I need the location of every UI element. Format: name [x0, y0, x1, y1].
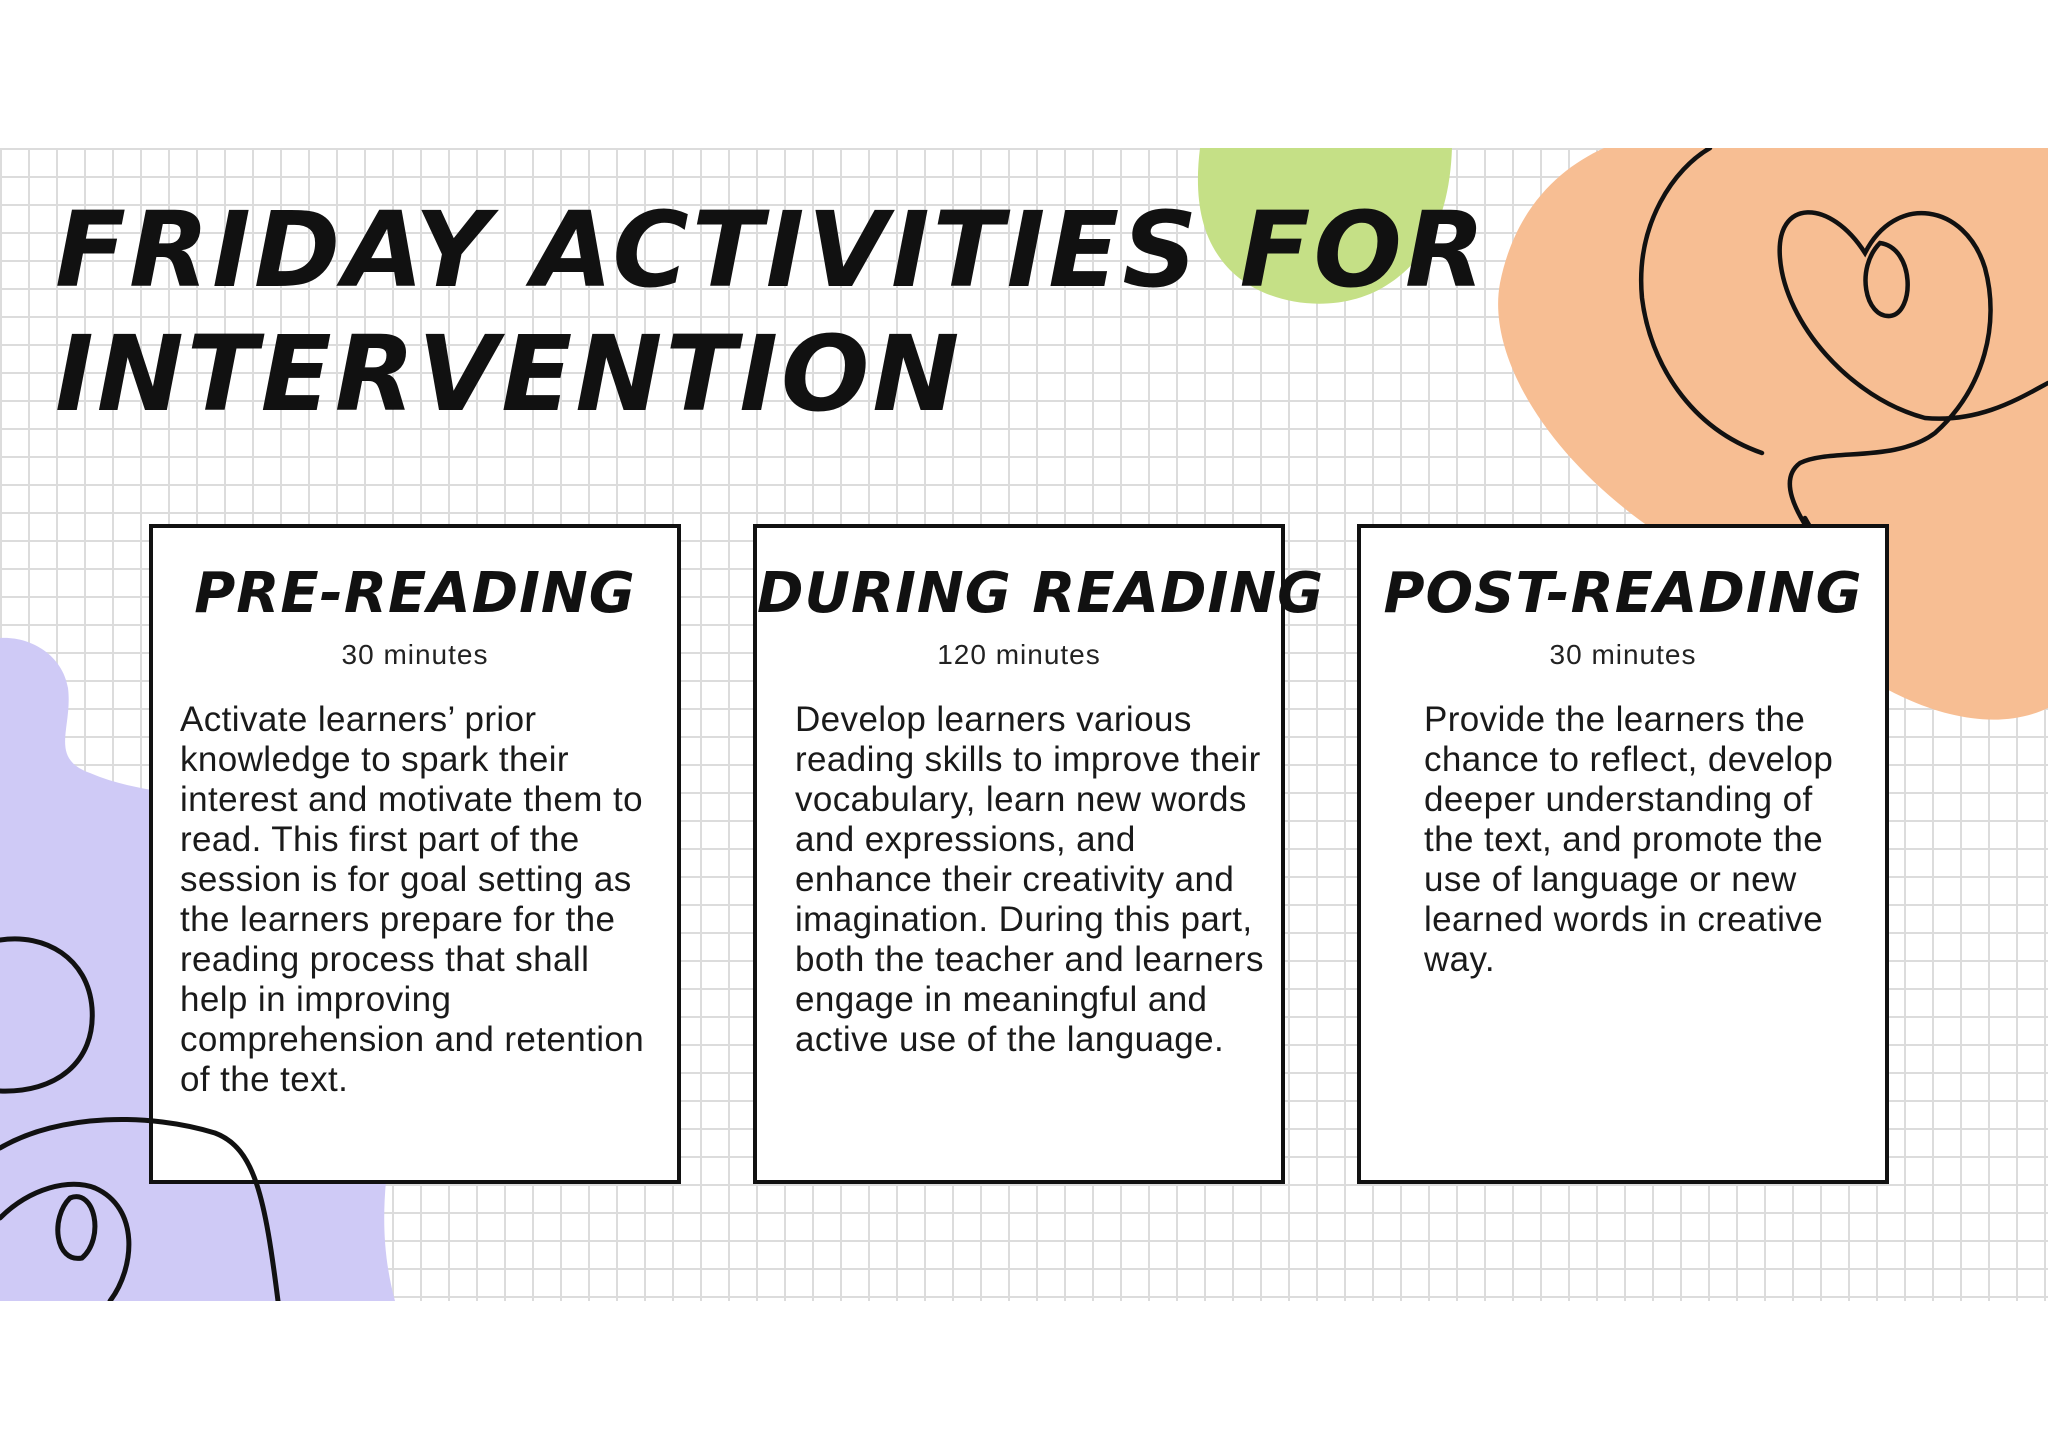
card-pre-reading	[149, 524, 681, 1184]
card-heading: PRE-READING	[194, 561, 636, 626]
page-title	[55, 188, 1488, 436]
title-line-2: INTERVENTION	[55, 313, 963, 435]
card-heading: DURING READING	[757, 561, 1325, 626]
title-line-1: FRIDAY ACTIVITIES FOR	[55, 189, 1488, 311]
card-description: Activate learners’ prior knowledge to spark their interest and motivate them to read. This first part of the session is for goal setting as the learners prepare for the reading process that shall help in improving comprehension and retention of the text.	[180, 700, 645, 1099]
card-heading: POST-READING	[1383, 561, 1863, 626]
card-duration: 30 minutes	[341, 639, 489, 670]
card-during-reading	[753, 524, 1325, 1184]
card-description: Provide the learners the chance to reflect, develop deeper understanding of the text, and promote the use of language or new learned words in creative way.	[1424, 700, 1834, 979]
card-description: Develop learners various reading skills to improve their vocabulary, learn new words and expressions, and enhance their creativity and imagination. During this part, both the teacher and learners engage in meaningful and active use of the language.	[795, 700, 1264, 1059]
card-duration: 30 minutes	[1549, 639, 1697, 670]
card-duration: 120 minutes	[937, 639, 1101, 670]
slide	[0, 148, 2048, 1301]
card-post-reading	[1357, 524, 1889, 1184]
